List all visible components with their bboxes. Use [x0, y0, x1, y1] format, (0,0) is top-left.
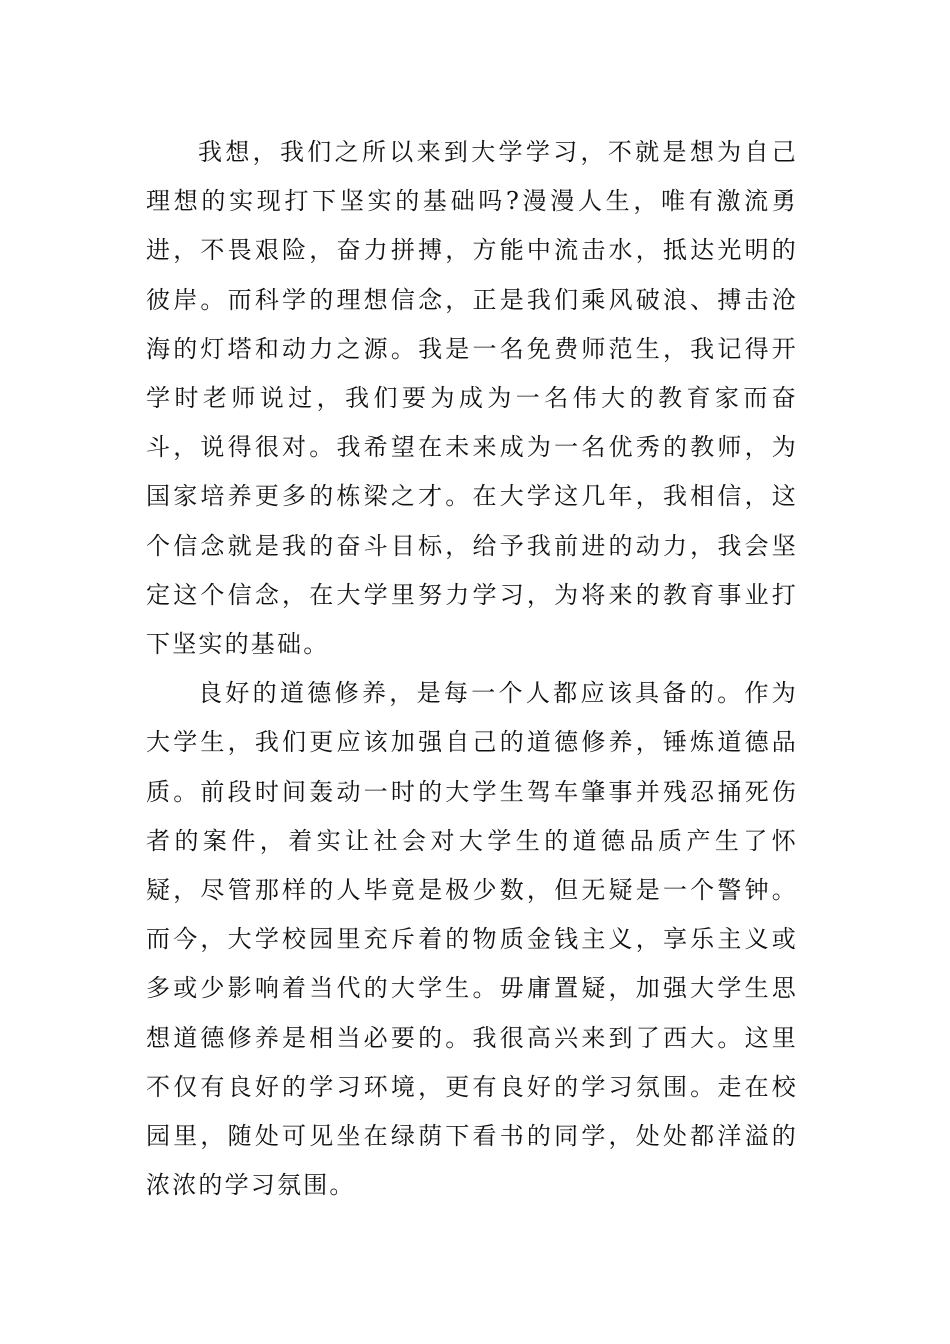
paragraph-2: 良好的道德修养，是每一个人都应该具备的。作为大学生，我们更应该加强自己的道德修养，锤炼道德品质。前段时间轰动一时的大学生驾车肇事并残忍捅死伤者的案件，着实让社会对大学生的道德品质产生了怀疑，尽管那样的人毕竟是极少数，但无疑是一个警钟。而今，大学校园里充斥着的物质金钱主义，享乐主义或多或少影响着当代的大学生。毋庸置疑，加强大学生思想道德修养是相当必要的。我很高兴来到了西大。这里不仅有良好的学习环境，更有良好的学习氛围。走在校园里，随处可见坐在绿荫下看书的同学，处处都洋溢的浓浓的学习氛围。	[146, 679, 798, 1200]
paragraph-1: 我想，我们之所以来到大学学习，不就是想为自己理想的实现打下坚实的基础吗?漫漫人生，唯有激流勇进，不畏艰险，奋力拼搏，方能中流击水，抵达光明的彼岸。而科学的理想信念，正是我们乘风破浪、搏击沧海的灯塔和动力之源。我是一名免费师范生，我记得开学时老师说过，我们要为成为一名伟大的教育家而奋斗，说得很对。我希望在未来成为一名优秀的教师，为国家培养更多的栋梁之才。在大学这几年，我相信，这个信念就是我的奋斗目标，给予我前进的动力，我会坚定这个信念，在大学里努力学习，为将来的教育事业打下坚实的基础。	[146, 138, 798, 659]
document-page	[146, 128, 798, 1210]
